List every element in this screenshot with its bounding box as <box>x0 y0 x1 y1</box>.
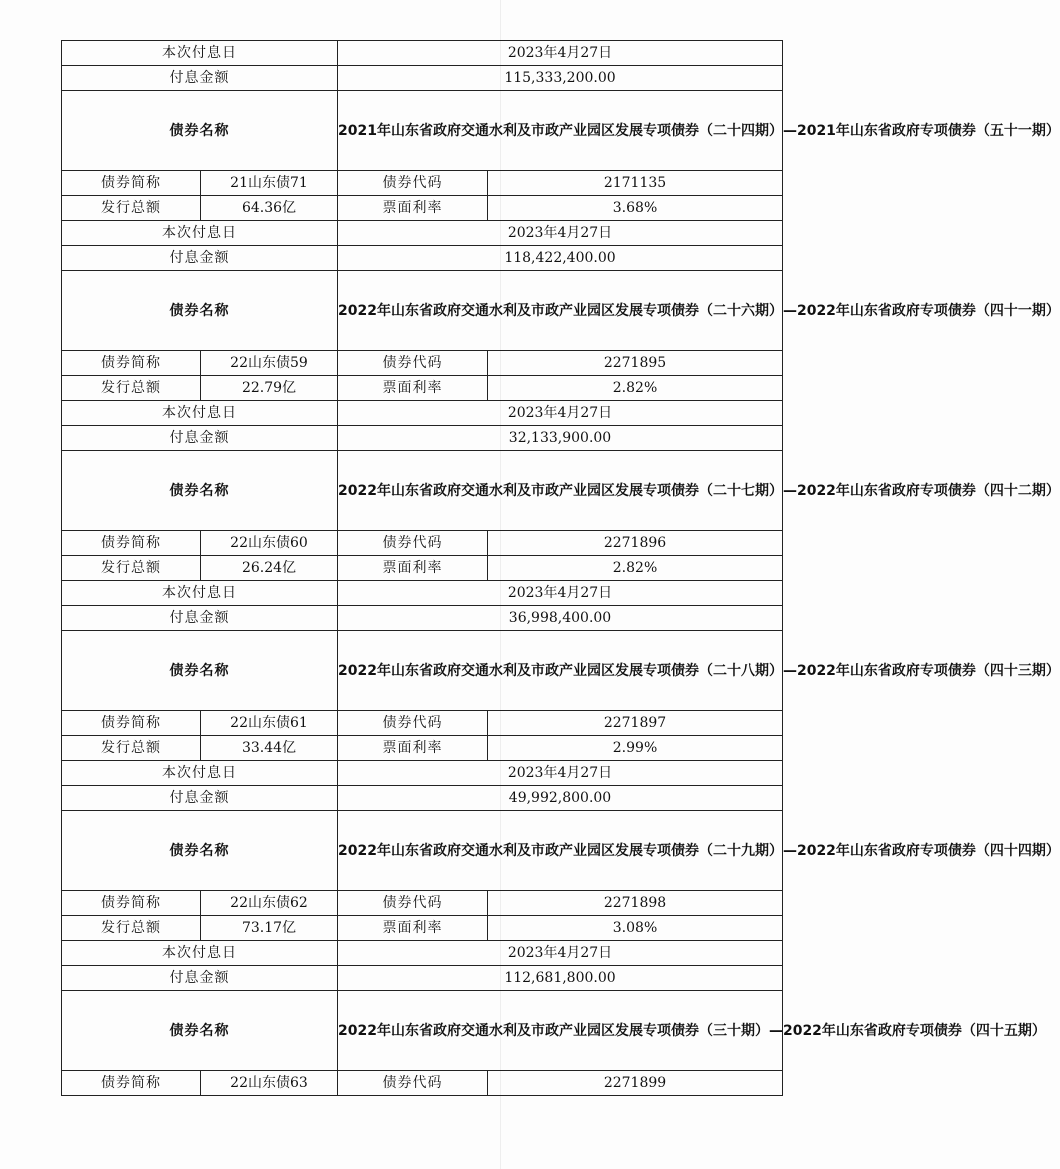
bond-code-label: 债券代码 <box>338 1071 488 1096</box>
bond-code-label: 债券代码 <box>338 171 488 196</box>
bond-name-value: 2022年山东省政府交通水利及市政产业园区发展专项债券（二十九期）—2022年山东省政府专项债券（四十四期） <box>338 811 783 891</box>
short-name-label: 债券简称 <box>62 711 201 736</box>
table-row <box>62 1071 783 1096</box>
bond-code-value: 2271898 <box>488 891 783 916</box>
pay-date-value: 2023年4月27日 <box>338 41 783 66</box>
bond-name-value: 2022年山东省政府交通水利及市政产业园区发展专项债券（三十期）—2022年山东省政府专项债券（四十五期） <box>338 991 783 1071</box>
issue-total-value: 73.17亿 <box>201 916 338 941</box>
bond-name-value: 2022年山东省政府交通水利及市政产业园区发展专项债券（二十六期）—2022年山东省政府专项债券（四十一期） <box>338 271 783 351</box>
short-name-value: 21山东债71 <box>201 171 338 196</box>
bond-code-value: 2271896 <box>488 531 783 556</box>
bond-name-label: 债券名称 <box>62 631 338 711</box>
bond-code-value: 2271895 <box>488 351 783 376</box>
short-name-label: 债券简称 <box>62 891 201 916</box>
short-name-label: 债券简称 <box>62 351 201 376</box>
table-row <box>62 271 783 351</box>
pay-date-label: 本次付息日 <box>62 761 338 786</box>
table-row <box>62 91 783 171</box>
table-row <box>62 426 783 451</box>
short-name-value: 22山东债62 <box>201 891 338 916</box>
pay-date-value: 2023年4月27日 <box>338 221 783 246</box>
coupon-rate-value: 3.08% <box>488 916 783 941</box>
short-name-value: 22山东债59 <box>201 351 338 376</box>
table-row <box>62 221 783 246</box>
bond-name-label: 债券名称 <box>62 91 338 171</box>
coupon-rate-label: 票面利率 <box>338 556 488 581</box>
pay-date-label: 本次付息日 <box>62 941 338 966</box>
interest-amount-value: 32,133,900.00 <box>338 426 783 451</box>
table-row <box>62 891 783 916</box>
bond-name-label: 债券名称 <box>62 811 338 891</box>
interest-amount-value: 112,681,800.00 <box>338 966 783 991</box>
table-row <box>62 451 783 531</box>
short-name-value: 22山东债63 <box>201 1071 338 1096</box>
coupon-rate-value: 2.99% <box>488 736 783 761</box>
table-row <box>62 786 783 811</box>
pay-date-value: 2023年4月27日 <box>338 581 783 606</box>
short-name-value: 22山东债60 <box>201 531 338 556</box>
table-row <box>62 631 783 711</box>
bond-code-label: 债券代码 <box>338 531 488 556</box>
issue-total-value: 22.79亿 <box>201 376 338 401</box>
bond-name-value: 2022年山东省政府交通水利及市政产业园区发展专项债券（二十八期）—2022年山东省政府专项债券（四十三期） <box>338 631 783 711</box>
table-row <box>62 711 783 736</box>
interest-amount-label: 付息金额 <box>62 66 338 91</box>
pay-date-label: 本次付息日 <box>62 581 338 606</box>
table-row <box>62 606 783 631</box>
issue-total-label: 发行总额 <box>62 556 201 581</box>
table-row <box>62 196 783 221</box>
table-row <box>62 736 783 761</box>
coupon-rate-value: 2.82% <box>488 376 783 401</box>
interest-amount-value: 118,422,400.00 <box>338 246 783 271</box>
issue-total-value: 26.24亿 <box>201 556 338 581</box>
bond-code-value: 2171135 <box>488 171 783 196</box>
short-name-label: 债券简称 <box>62 1071 201 1096</box>
bond-interest-table <box>61 40 1060 1096</box>
issue-total-label: 发行总额 <box>62 196 201 221</box>
bond-code-label: 债券代码 <box>338 711 488 736</box>
interest-amount-label: 付息金额 <box>62 426 338 451</box>
pay-date-value: 2023年4月27日 <box>338 401 783 426</box>
table-row <box>62 531 783 556</box>
pay-date-label: 本次付息日 <box>62 401 338 426</box>
coupon-rate-label: 票面利率 <box>338 916 488 941</box>
interest-amount-label: 付息金额 <box>62 786 338 811</box>
bond-name-label: 债券名称 <box>62 991 338 1071</box>
bond-code-value: 2271897 <box>488 711 783 736</box>
interest-amount-label: 付息金额 <box>62 246 338 271</box>
coupon-rate-label: 票面利率 <box>338 736 488 761</box>
short-name-value: 22山东债61 <box>201 711 338 736</box>
table-row <box>62 811 783 891</box>
table-row <box>62 171 783 196</box>
issue-total-value: 33.44亿 <box>201 736 338 761</box>
coupon-rate-value: 2.82% <box>488 556 783 581</box>
bond-name-value: 2021年山东省政府交通水利及市政产业园区发展专项债券（二十四期）—2021年山东省政府专项债券（五十一期） <box>338 91 783 171</box>
bond-name-label: 债券名称 <box>62 271 338 351</box>
table-row <box>62 351 783 376</box>
issue-total-label: 发行总额 <box>62 736 201 761</box>
bond-code-label: 债券代码 <box>338 351 488 376</box>
coupon-rate-label: 票面利率 <box>338 196 488 221</box>
interest-amount-value: 49,992,800.00 <box>338 786 783 811</box>
table-row <box>62 556 783 581</box>
pay-date-value: 2023年4月27日 <box>338 941 783 966</box>
table-row <box>62 991 783 1071</box>
interest-amount-value: 115,333,200.00 <box>338 66 783 91</box>
interest-amount-value: 36,998,400.00 <box>338 606 783 631</box>
bond-code-value: 2271899 <box>488 1071 783 1096</box>
table-row <box>62 66 783 91</box>
table-row <box>62 41 783 66</box>
table-row <box>62 581 783 606</box>
table-row <box>62 916 783 941</box>
issue-total-value: 64.36亿 <box>201 196 338 221</box>
interest-amount-label: 付息金额 <box>62 966 338 991</box>
table-row <box>62 941 783 966</box>
pay-date-label: 本次付息日 <box>62 221 338 246</box>
bond-code-label: 债券代码 <box>338 891 488 916</box>
bond-name-label: 债券名称 <box>62 451 338 531</box>
issue-total-label: 发行总额 <box>62 376 201 401</box>
table-row <box>62 401 783 426</box>
table-row <box>62 761 783 786</box>
table-row <box>62 966 783 991</box>
short-name-label: 债券简称 <box>62 171 201 196</box>
coupon-rate-value: 3.68% <box>488 196 783 221</box>
bond-name-value: 2022年山东省政府交通水利及市政产业园区发展专项债券（二十七期）—2022年山东省政府专项债券（四十二期） <box>338 451 783 531</box>
table-row <box>62 376 783 401</box>
short-name-label: 债券简称 <box>62 531 201 556</box>
pay-date-label: 本次付息日 <box>62 41 338 66</box>
pay-date-value: 2023年4月27日 <box>338 761 783 786</box>
interest-amount-label: 付息金额 <box>62 606 338 631</box>
coupon-rate-label: 票面利率 <box>338 376 488 401</box>
issue-total-label: 发行总额 <box>62 916 201 941</box>
table-row <box>62 246 783 271</box>
